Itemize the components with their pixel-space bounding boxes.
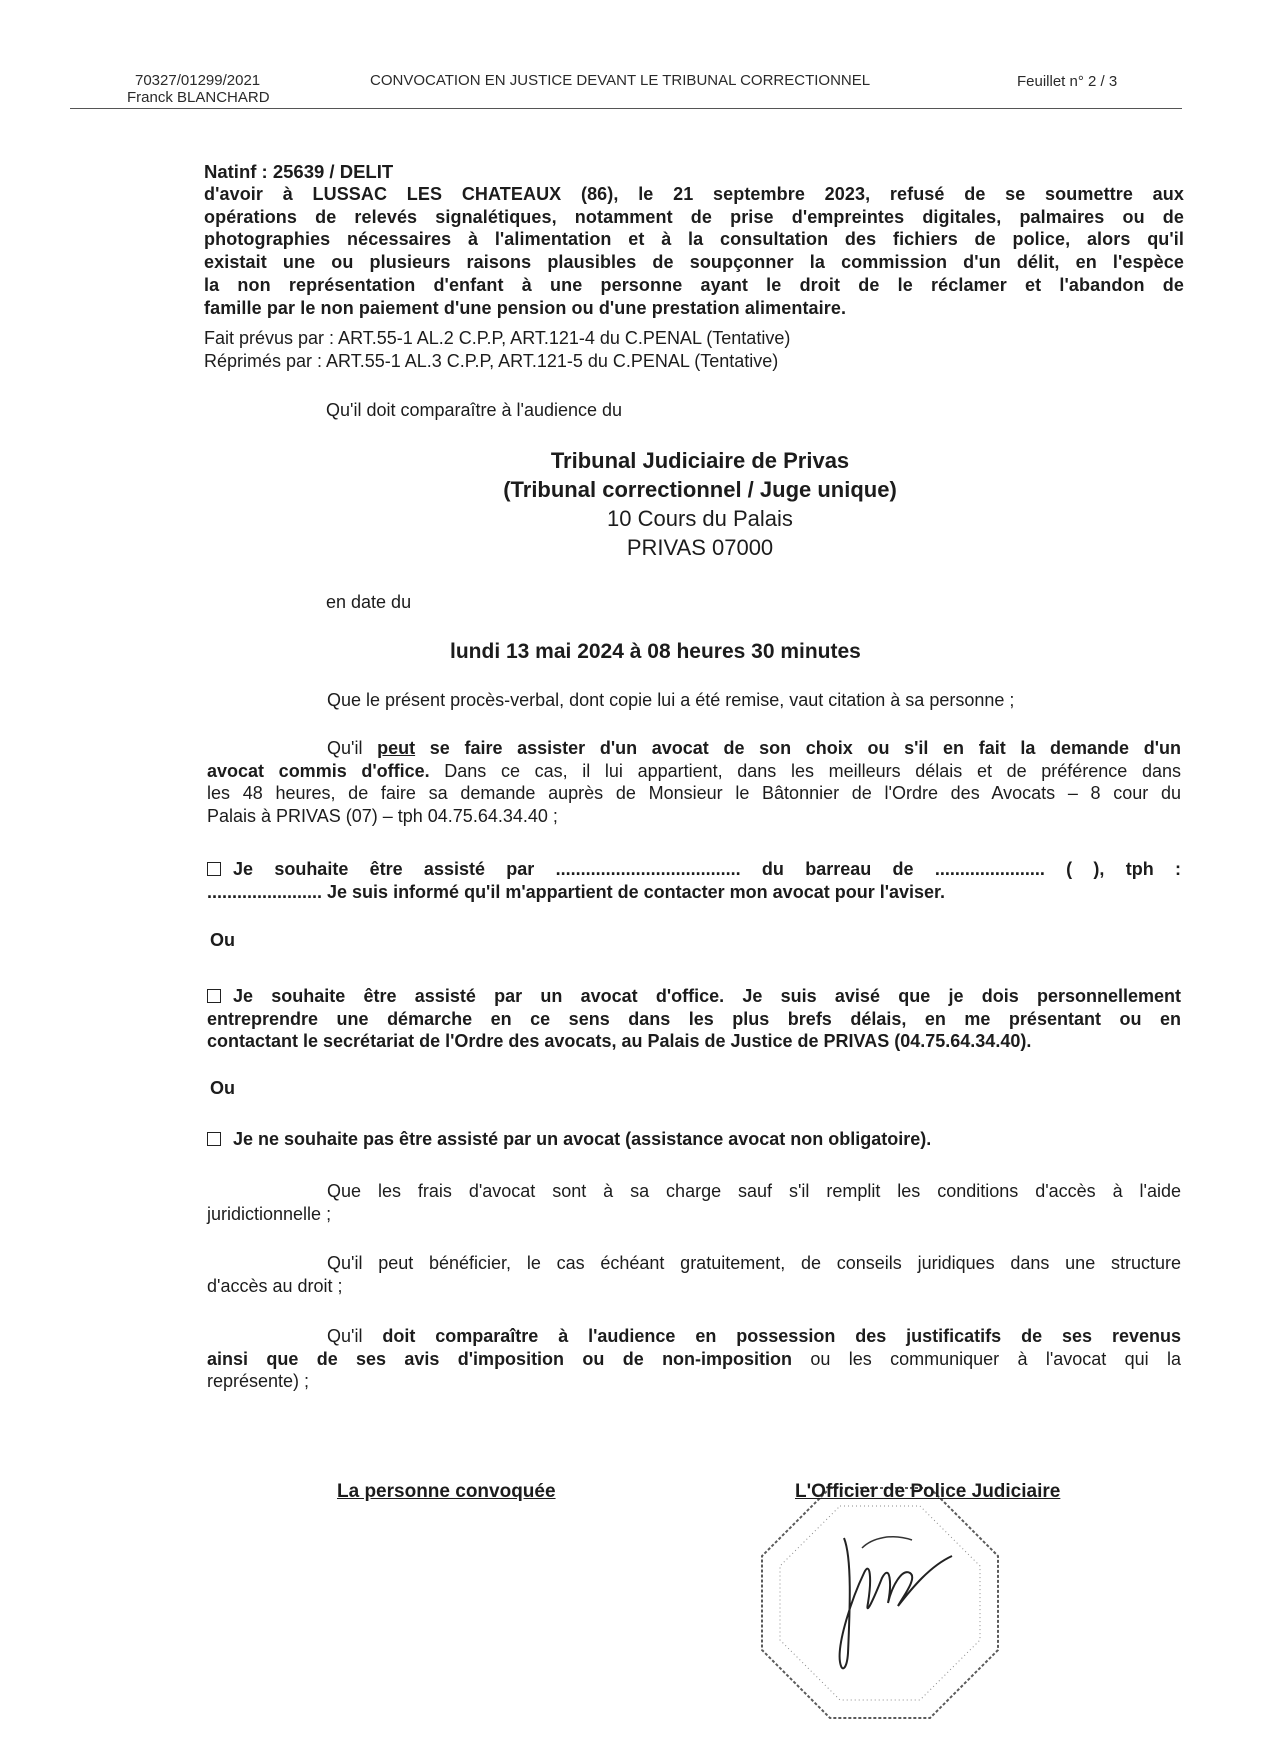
text: Je souhaite être assisté par ..................................... du barreau de ...................... ( ), tph :	[233, 859, 1181, 879]
option-chosen-lawyer	[207, 858, 1181, 903]
offense-line: d'avoir à LUSSAC LES CHATEAUX (86), le 21 septembre 2023, refusé de se soumettre aux	[204, 184, 1184, 204]
lawyer-paragraph	[207, 737, 1181, 828]
court-address: 10 Cours du Palais	[607, 506, 793, 531]
offense-line: existait une ou plusieurs raisons plausibles de soupçonner la commission d'un délit, en l'espèce	[204, 252, 1184, 273]
or-separator: Ou	[210, 1078, 235, 1098]
offense-articles-reprimes: Réprimés par : ART.55-1 AL.3 C.P.P, ART.121-5 du C.PENAL (Tentative)	[204, 351, 779, 371]
option-checkbox-no-lawyer[interactable]	[207, 1132, 221, 1146]
documents-paragraph	[207, 1325, 1181, 1393]
option-line: contactant le secrétariat de l'Ordre des avocats, au Palais de Justice de PRIVAS (04.75.64.34.40).	[207, 1031, 1032, 1052]
option-office-lawyer	[207, 985, 1181, 1053]
court-chamber: (Tribunal correctionnel / Juge unique)	[503, 477, 897, 502]
police-stamp-signature	[752, 1478, 1008, 1728]
offense-line: opérations de relevés signalétiques, notamment de prise d'empreintes digitales, palmaires ou de	[204, 206, 1184, 227]
lawyer-line-3: les 48 heures, de faire sa demande auprès de Monsieur le Bâtonnier de l'Ordre des Avocats – 8 cour du	[207, 783, 1181, 804]
commis-office-emphasis: avocat commis d'office.	[207, 760, 430, 781]
offense-description	[204, 183, 1184, 319]
header-divider	[70, 108, 1182, 109]
option-line	[207, 1128, 1181, 1151]
peut-emphasis: peut	[377, 738, 416, 758]
fees-line-1: Que les frais d'avocat sont à sa charge sauf s'il remplit les conditions d'accès à l'aide	[327, 1181, 1181, 1201]
pv-statement: Que le présent procès-verbal, dont copie lui a été remise, vaut citation à sa personne ;	[327, 690, 1015, 710]
advice-line-1: Qu'il peut bénéficier, le cas échéant gratuitement, de conseils juridiques dans une structure	[327, 1253, 1181, 1273]
text: ainsi que de ses avis d'imposition ou de non-imposition	[207, 1348, 793, 1369]
text: Qu'il	[327, 1326, 383, 1346]
court-city: PRIVAS 07000	[626, 535, 774, 560]
fees-paragraph	[207, 1180, 1181, 1225]
offense-line: famille par le non paiement d'une pension ou d'une prestation alimentaire.	[204, 297, 847, 318]
signature-label-officer: L'Officier de Police Judiciaire	[795, 1481, 1061, 1502]
signature-label-person: La personne convoquée	[337, 1481, 556, 1502]
option-line	[207, 858, 1181, 881]
text: Dans ce cas, il lui appartient, dans les meilleurs délais et de préférence dans	[429, 760, 1181, 781]
text: Je souhaite être assisté par un avocat d'office. Je suis avisé que je dois personnellement	[233, 986, 1181, 1006]
fees-line-2: juridictionnelle ;	[207, 1203, 332, 1224]
case-reference: 70327/01299/2021	[135, 72, 261, 89]
text: se faire assister d'un avocat de son choix ou s'il en fait la demande d'un	[415, 738, 1181, 758]
or-separator: Ou	[210, 930, 235, 950]
natinf-code: Natinf : 25639 / DELIT	[204, 161, 394, 182]
lawyer-line-2	[207, 760, 1181, 783]
option-line: ....................... Je suis informé qu'il m'appartient de contacter mon avocat pour l'aviser.	[207, 881, 946, 902]
text: doit comparaître à l'audience en possession des justificatifs de ses revenus	[382, 1326, 1181, 1346]
court-name: Tribunal Judiciaire de Privas	[550, 448, 850, 473]
date-intro: en date du	[326, 592, 412, 612]
text: ou les communiquer à l'avocat qui la	[792, 1348, 1182, 1369]
offense-line: photographies nécessaires à l'alimentation et à la consultation des fichiers de police, alors qu'il	[204, 229, 1184, 250]
hearing-datetime: lundi 13 mai 2024 à 08 heures 30 minutes	[450, 640, 861, 663]
option-line: entreprendre une démarche en ce sens dans les plus brefs délais, en me présentant ou en	[207, 1008, 1181, 1029]
documents-line-1	[207, 1325, 1181, 1348]
summons-intro: Qu'il doit comparaître à l'audience du	[326, 400, 623, 420]
text: Qu'il	[327, 738, 378, 758]
option-no-lawyer	[207, 1128, 1181, 1151]
lawyer-line-4: Palais à PRIVAS (07) – tph 04.75.64.34.40 ;	[207, 806, 558, 827]
advice-paragraph	[207, 1252, 1181, 1297]
offense-line: la non représentation d'enfant à une personne ayant le droit de le réclamer et l'abandon de	[204, 274, 1184, 295]
option-line	[207, 985, 1181, 1008]
offense-articles-prevus: Fait prévus par : ART.55-1 AL.2 C.P.P, ART.121-4 du C.PENAL (Tentative)	[204, 328, 791, 348]
documents-line-3: représente) ;	[207, 1371, 310, 1392]
option-checkbox-chosen-lawyer[interactable]	[207, 862, 221, 876]
person-name: Franck BLANCHARD	[127, 89, 270, 106]
text: Je ne souhaite pas être assisté par un avocat (assistance avocat non obligatoire).	[233, 1129, 932, 1149]
document-title: CONVOCATION EN JUSTICE DEVANT LE TRIBUNAL CORRECTIONNEL	[370, 72, 871, 89]
option-checkbox-office-lawyer[interactable]	[207, 989, 221, 1003]
sheet-number: Feuillet n° 2 / 3	[1017, 73, 1118, 90]
lawyer-line-1	[207, 737, 1181, 760]
advice-line-2: d'accès au droit ;	[207, 1275, 343, 1296]
documents-line-2	[207, 1348, 1181, 1371]
